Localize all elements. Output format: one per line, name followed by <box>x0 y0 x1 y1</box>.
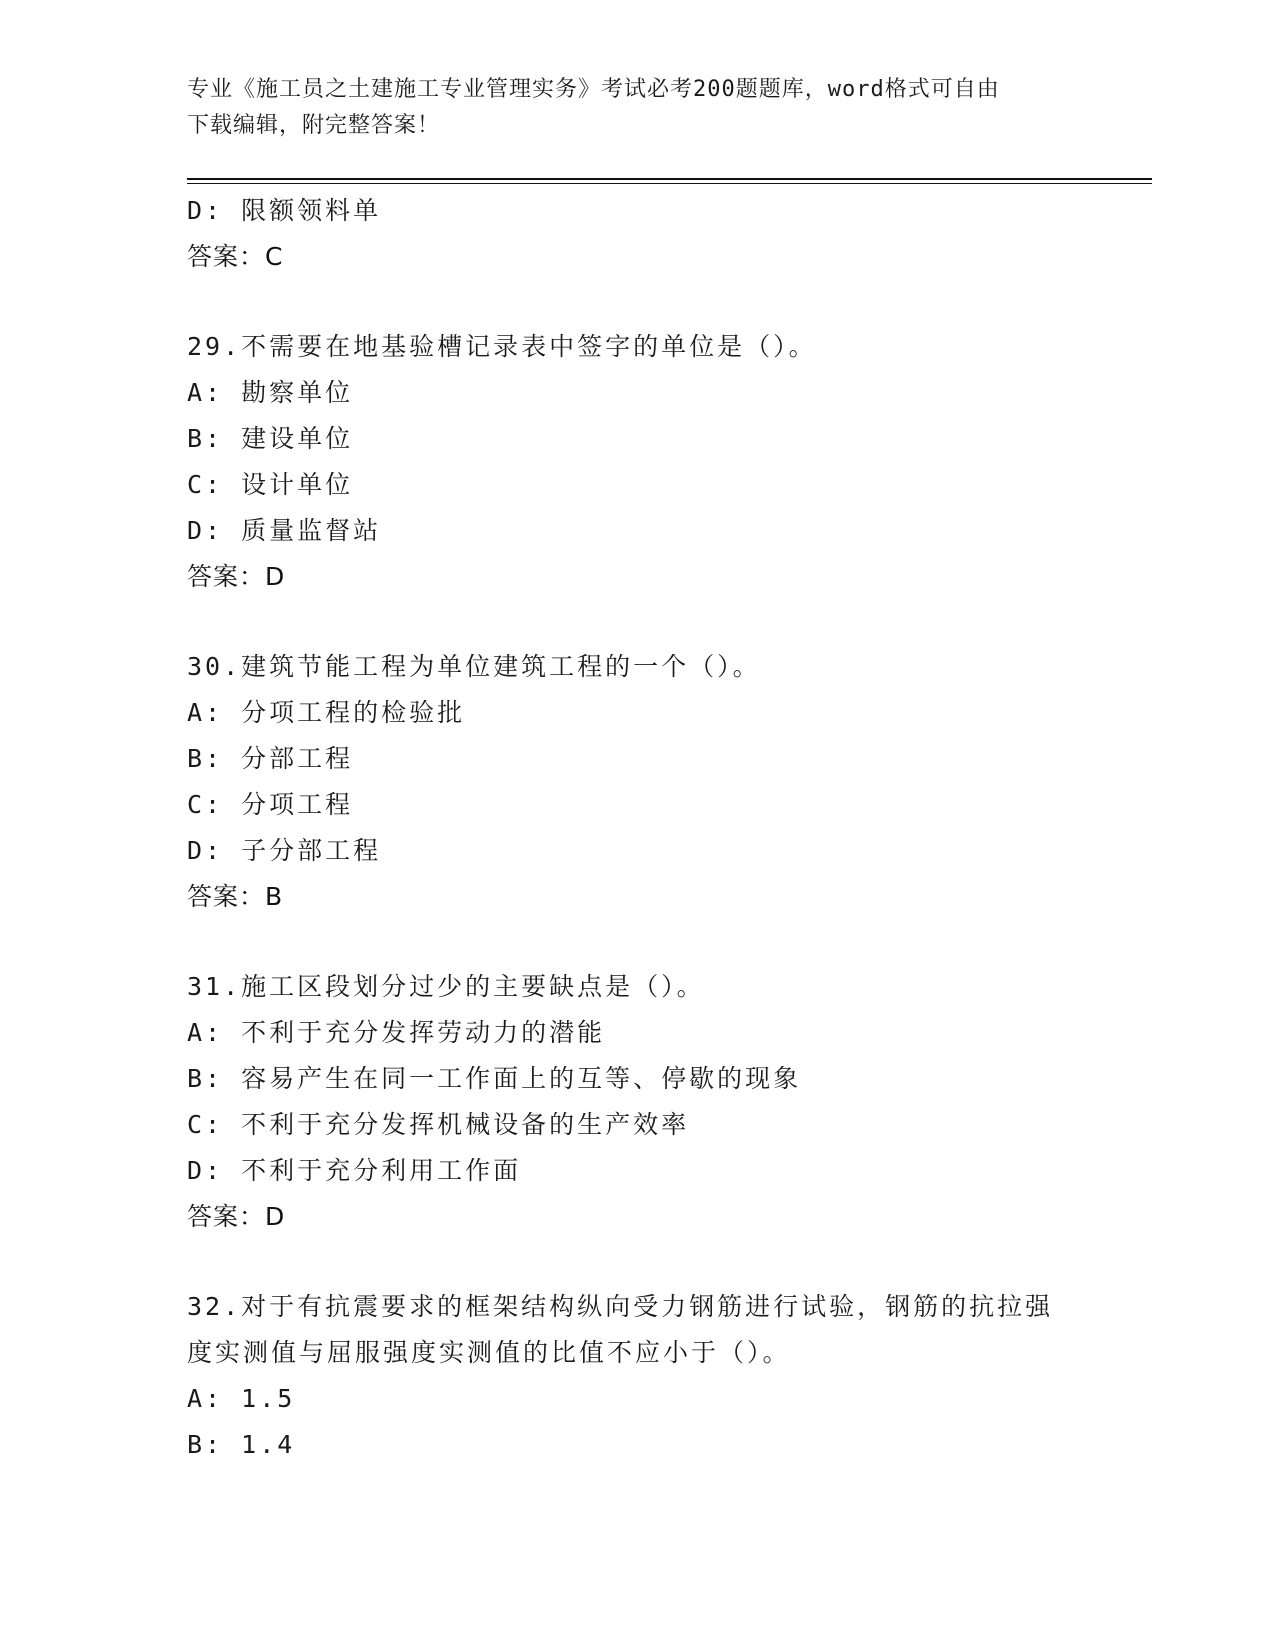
spacer <box>187 1240 1087 1284</box>
option-c: C: 不利于充分发挥机械设备的生产效率 <box>187 1110 690 1139</box>
header-line-1: 专业《施工员之土建施工专业管理实务》考试必考200题题库，word格式可自由 <box>187 77 1000 102</box>
answer-line: 答案：B <box>187 882 284 911</box>
question-31 <box>187 964 1087 1240</box>
option-d: D: 质量监督站 <box>187 516 382 545</box>
option-b: B: 容易产生在同一工作面上的互等、停歇的现象 <box>187 1064 802 1093</box>
answer-line: 答案：C <box>187 242 284 271</box>
document-header <box>187 72 1087 144</box>
option-a: A: 勘察单位 <box>187 378 354 407</box>
header-divider-thick <box>187 178 1152 180</box>
question-list <box>187 188 1087 1468</box>
option-d: D: 限额领料单 <box>187 196 382 225</box>
question-stem: 31.施工区段划分过少的主要缺点是（）。 <box>187 972 705 1001</box>
answer-line: 答案：D <box>187 1202 286 1231</box>
option-b: B: 1.4 <box>187 1430 296 1459</box>
spacer <box>187 280 1087 324</box>
header-divider-thin <box>187 183 1152 184</box>
question-stem: 30.建筑节能工程为单位建筑工程的一个（）。 <box>187 652 761 681</box>
option-d: D: 不利于充分利用工作面 <box>187 1156 522 1185</box>
option-d: D: 子分部工程 <box>187 836 382 865</box>
option-c: C: 设计单位 <box>187 470 354 499</box>
option-b: B: 分部工程 <box>187 744 354 773</box>
header-line-2: 下载编辑，附完整答案！ <box>187 113 441 138</box>
option-a: A: 不利于充分发挥劳动力的潜能 <box>187 1018 606 1047</box>
question-stem-line-1: 32.对于有抗震要求的框架结构纵向受力钢筋进行试验，钢筋的抗拉强 <box>187 1292 1054 1321</box>
option-a: A: 分项工程的检验批 <box>187 698 466 727</box>
question-30 <box>187 644 1087 920</box>
spacer <box>187 600 1087 644</box>
question-29 <box>187 324 1087 600</box>
question-stem-line-2: 度实测值与屈服强度实测值的比值不应小于（）。 <box>187 1338 791 1367</box>
question-stem: 29.不需要在地基验槽记录表中签字的单位是（）。 <box>187 332 817 361</box>
answer-line: 答案：D <box>187 562 286 591</box>
option-a: A: 1.5 <box>187 1384 296 1413</box>
option-c: C: 分项工程 <box>187 790 354 819</box>
spacer <box>187 920 1087 964</box>
question-32 <box>187 1284 1087 1468</box>
option-b: B: 建设单位 <box>187 424 354 453</box>
